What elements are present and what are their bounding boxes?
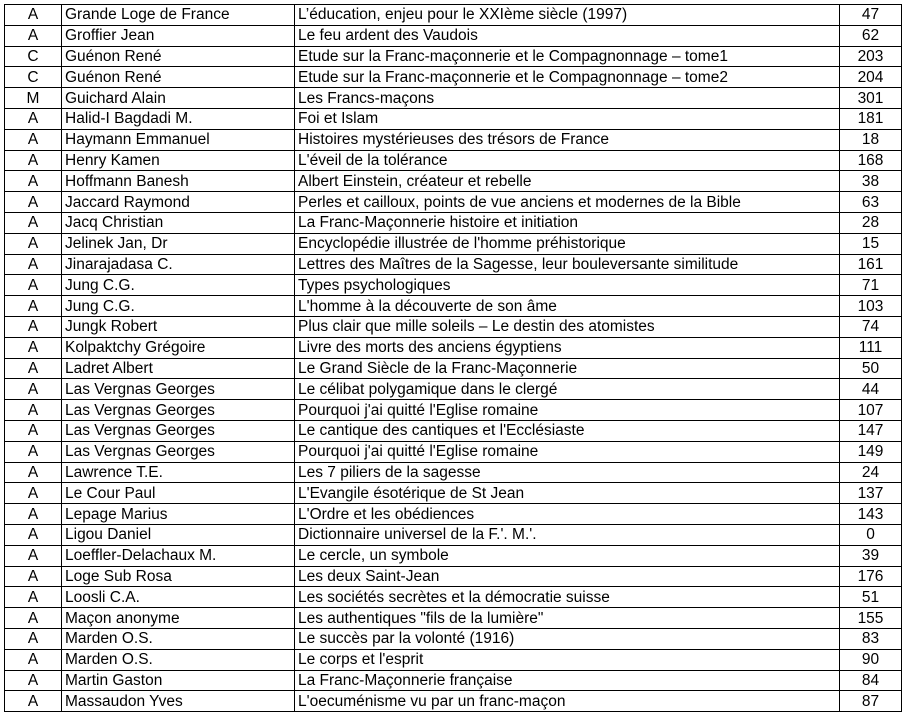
number-cell: 107	[840, 400, 902, 421]
number-cell: 51	[840, 587, 902, 608]
number-cell: 71	[840, 275, 902, 296]
table-row	[5, 108, 902, 129]
table-row	[5, 88, 902, 109]
category-cell: A	[5, 254, 62, 275]
title-cell: Types psychologiques	[295, 275, 840, 296]
category-cell: A	[5, 441, 62, 462]
table-row	[5, 337, 902, 358]
author-cell: Las Vergnas Georges	[62, 441, 295, 462]
number-cell: 90	[840, 649, 902, 670]
title-cell: Le feu ardent des Vaudois	[295, 25, 840, 46]
table-row	[5, 275, 902, 296]
author-cell: Lepage Marius	[62, 504, 295, 525]
table-row	[5, 150, 902, 171]
table-row	[5, 192, 902, 213]
category-cell: A	[5, 192, 62, 213]
number-cell: 147	[840, 420, 902, 441]
author-cell: Ladret Albert	[62, 358, 295, 379]
author-cell: Jelinek Jan, Dr	[62, 233, 295, 254]
title-cell: Histoires mystérieuses des trésors de France	[295, 129, 840, 150]
table-row	[5, 233, 902, 254]
table-row	[5, 504, 902, 525]
number-cell: 50	[840, 358, 902, 379]
category-cell: A	[5, 212, 62, 233]
author-cell: Marden O.S.	[62, 649, 295, 670]
author-cell: Maçon anonyme	[62, 608, 295, 629]
author-cell: Guénon René	[62, 46, 295, 67]
number-cell: 62	[840, 25, 902, 46]
category-cell: A	[5, 587, 62, 608]
number-cell: 168	[840, 150, 902, 171]
category-cell: A	[5, 150, 62, 171]
title-cell: Livre des morts des anciens égyptiens	[295, 337, 840, 358]
category-cell: A	[5, 358, 62, 379]
title-cell: Les Francs-maçons	[295, 88, 840, 109]
table-row	[5, 587, 902, 608]
number-cell: 137	[840, 483, 902, 504]
category-cell: A	[5, 296, 62, 317]
table-row	[5, 483, 902, 504]
number-cell: 47	[840, 5, 902, 26]
title-cell: Lettres des Maîtres de la Sagesse, leur bouleversante similitude	[295, 254, 840, 275]
author-cell: Loosli C.A.	[62, 587, 295, 608]
category-cell: M	[5, 88, 62, 109]
title-cell: La Franc-Maçonnerie histoire et initiation	[295, 212, 840, 233]
author-cell: Le Cour Paul	[62, 483, 295, 504]
author-cell: Guichard Alain	[62, 88, 295, 109]
number-cell: 155	[840, 608, 902, 629]
table-body	[5, 5, 902, 712]
title-cell: L'Ordre et les obédiences	[295, 504, 840, 525]
category-cell: C	[5, 46, 62, 67]
title-cell: Le Grand Siècle de la Franc-Maçonnerie	[295, 358, 840, 379]
title-cell: L’éducation, enjeu pour le XXIème siècle (1997)	[295, 5, 840, 26]
table-row	[5, 545, 902, 566]
category-cell: A	[5, 566, 62, 587]
category-cell: A	[5, 420, 62, 441]
title-cell: Les deux Saint-Jean	[295, 566, 840, 587]
number-cell: 63	[840, 192, 902, 213]
title-cell: Foi et Islam	[295, 108, 840, 129]
table-row	[5, 420, 902, 441]
author-cell: Hoffmann Banesh	[62, 171, 295, 192]
category-cell: A	[5, 691, 62, 712]
author-cell: Halid-I Bagdadi M.	[62, 108, 295, 129]
author-cell: Grande Loge de France	[62, 5, 295, 26]
table-row	[5, 670, 902, 691]
category-cell: A	[5, 5, 62, 26]
table-row	[5, 566, 902, 587]
category-cell: A	[5, 504, 62, 525]
number-cell: 111	[840, 337, 902, 358]
number-cell: 161	[840, 254, 902, 275]
author-cell: Massaudon Yves	[62, 691, 295, 712]
author-cell: Marden O.S.	[62, 628, 295, 649]
category-cell: A	[5, 483, 62, 504]
number-cell: 39	[840, 545, 902, 566]
category-cell: A	[5, 233, 62, 254]
number-cell: 181	[840, 108, 902, 129]
author-cell: Jinarajadasa C.	[62, 254, 295, 275]
title-cell: Perles et cailloux, points de vue anciens et modernes de la Bible	[295, 192, 840, 213]
number-cell: 44	[840, 379, 902, 400]
table-row	[5, 400, 902, 421]
title-cell: Les sociétés secrètes et la démocratie suisse	[295, 587, 840, 608]
book-catalog-table	[4, 4, 902, 712]
category-cell: A	[5, 316, 62, 337]
number-cell: 87	[840, 691, 902, 712]
title-cell: Albert Einstein, créateur et rebelle	[295, 171, 840, 192]
author-cell: Guénon René	[62, 67, 295, 88]
table-row	[5, 171, 902, 192]
author-cell: Jaccard Raymond	[62, 192, 295, 213]
author-cell: Martin Gaston	[62, 670, 295, 691]
title-cell: Les 7 piliers de la sagesse	[295, 462, 840, 483]
number-cell: 149	[840, 441, 902, 462]
title-cell: Les authentiques "fils de la lumière"	[295, 608, 840, 629]
title-cell: L'homme à la découverte de son âme	[295, 296, 840, 317]
table-row	[5, 316, 902, 337]
table-row	[5, 628, 902, 649]
number-cell: 103	[840, 296, 902, 317]
title-cell: Dictionnaire universel de la F.'. M.'.	[295, 524, 840, 545]
table-row	[5, 67, 902, 88]
table-row	[5, 5, 902, 26]
title-cell: Le célibat polygamique dans le clergé	[295, 379, 840, 400]
category-cell: A	[5, 524, 62, 545]
table-row	[5, 691, 902, 712]
number-cell: 83	[840, 628, 902, 649]
table-row	[5, 212, 902, 233]
title-cell: Pourquoi j'ai quitté l'Eglise romaine	[295, 441, 840, 462]
table-row	[5, 608, 902, 629]
number-cell: 74	[840, 316, 902, 337]
category-cell: A	[5, 462, 62, 483]
author-cell: Lawrence T.E.	[62, 462, 295, 483]
number-cell: 28	[840, 212, 902, 233]
title-cell: Encyclopédie illustrée de l'homme préhistorique	[295, 233, 840, 254]
number-cell: 38	[840, 171, 902, 192]
table-row	[5, 296, 902, 317]
category-cell: A	[5, 545, 62, 566]
title-cell: L'Evangile ésotérique de St Jean	[295, 483, 840, 504]
author-cell: Jacq Christian	[62, 212, 295, 233]
table-row	[5, 649, 902, 670]
number-cell: 18	[840, 129, 902, 150]
title-cell: L'éveil de la tolérance	[295, 150, 840, 171]
number-cell: 0	[840, 524, 902, 545]
table-row	[5, 129, 902, 150]
title-cell: Etude sur la Franc-maçonnerie et le Compagnonnage – tome1	[295, 46, 840, 67]
category-cell: A	[5, 171, 62, 192]
table-row	[5, 379, 902, 400]
category-cell: A	[5, 337, 62, 358]
title-cell: Le cercle, un symbole	[295, 545, 840, 566]
table-row	[5, 25, 902, 46]
number-cell: 301	[840, 88, 902, 109]
table-row	[5, 524, 902, 545]
number-cell: 24	[840, 462, 902, 483]
category-cell: A	[5, 400, 62, 421]
author-cell: Las Vergnas Georges	[62, 420, 295, 441]
number-cell: 143	[840, 504, 902, 525]
title-cell: Le cantique des cantiques et l'Ecclésiaste	[295, 420, 840, 441]
author-cell: Haymann Emmanuel	[62, 129, 295, 150]
author-cell: Jungk Robert	[62, 316, 295, 337]
author-cell: Jung C.G.	[62, 275, 295, 296]
author-cell: Las Vergnas Georges	[62, 400, 295, 421]
number-cell: 176	[840, 566, 902, 587]
category-cell: A	[5, 275, 62, 296]
title-cell: L'oecuménisme vu par un franc-maçon	[295, 691, 840, 712]
number-cell: 204	[840, 67, 902, 88]
author-cell: Jung C.G.	[62, 296, 295, 317]
category-cell: C	[5, 67, 62, 88]
category-cell: A	[5, 25, 62, 46]
author-cell: Ligou Daniel	[62, 524, 295, 545]
title-cell: Le succès par la volonté (1916)	[295, 628, 840, 649]
author-cell: Groffier Jean	[62, 25, 295, 46]
category-cell: A	[5, 628, 62, 649]
category-cell: A	[5, 108, 62, 129]
title-cell: La Franc-Maçonnerie française	[295, 670, 840, 691]
table-row	[5, 358, 902, 379]
title-cell: Pourquoi j'ai quitté l'Eglise romaine	[295, 400, 840, 421]
title-cell: Plus clair que mille soleils – Le destin des atomistes	[295, 316, 840, 337]
number-cell: 84	[840, 670, 902, 691]
table-row	[5, 254, 902, 275]
number-cell: 15	[840, 233, 902, 254]
category-cell: A	[5, 379, 62, 400]
category-cell: A	[5, 649, 62, 670]
table-row	[5, 46, 902, 67]
category-cell: A	[5, 129, 62, 150]
number-cell: 203	[840, 46, 902, 67]
author-cell: Kolpaktchy Grégoire	[62, 337, 295, 358]
title-cell: Etude sur la Franc-maçonnerie et le Compagnonnage – tome2	[295, 67, 840, 88]
author-cell: Loge Sub Rosa	[62, 566, 295, 587]
table-row	[5, 462, 902, 483]
table-row	[5, 441, 902, 462]
category-cell: A	[5, 670, 62, 691]
author-cell: Las Vergnas Georges	[62, 379, 295, 400]
category-cell: A	[5, 608, 62, 629]
author-cell: Loeffler-Delachaux M.	[62, 545, 295, 566]
author-cell: Henry Kamen	[62, 150, 295, 171]
title-cell: Le corps et l'esprit	[295, 649, 840, 670]
